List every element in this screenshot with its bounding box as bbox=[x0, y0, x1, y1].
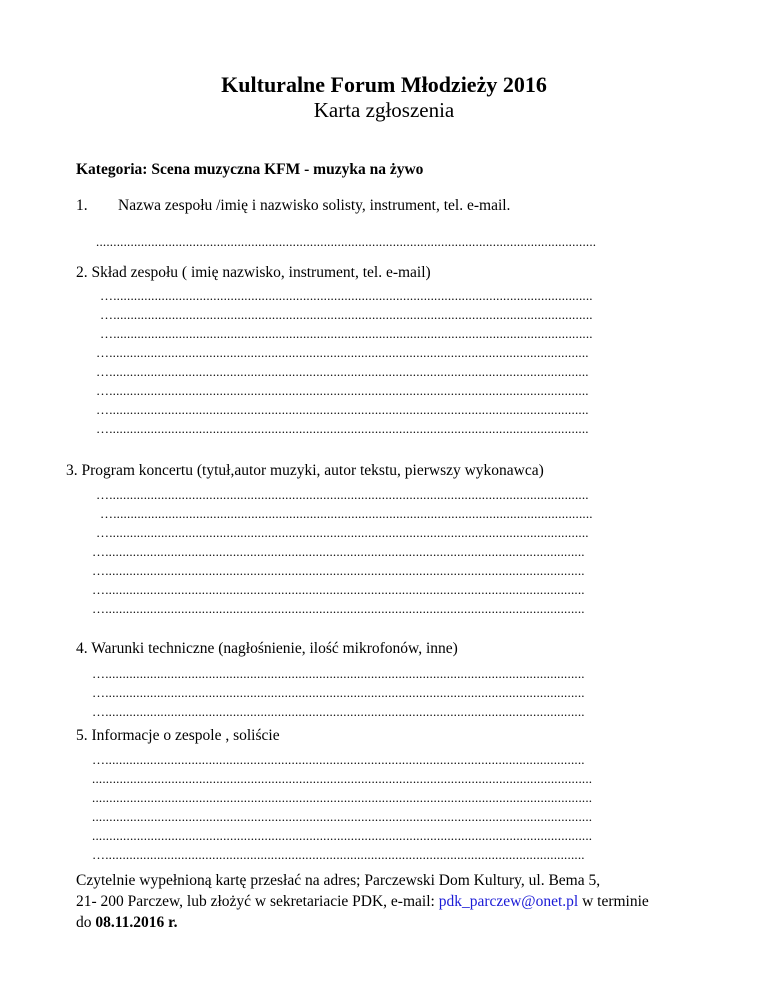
fill-line: …........................................................................................................................................... bbox=[96, 525, 589, 540]
section-2-label: 2. Skład zespołu ( imię nazwisko, instrument, tel. e-mail) bbox=[76, 264, 431, 281]
fill-line: …........................................................................................................................................... bbox=[100, 326, 593, 341]
fill-line: …........................................................................................................................................... bbox=[92, 847, 585, 862]
fill-line: ................................................................................................................................................. bbox=[92, 790, 593, 805]
fill-line: …........................................................................................................................................... bbox=[100, 506, 593, 521]
fill-line: …........................................................................................................................................... bbox=[96, 487, 589, 502]
section-4-label: 4. Warunki techniczne (nagłośnienie, ilość mikrofonów, inne) bbox=[76, 640, 458, 657]
section-3-label: 3. Program koncertu (tytuł,autor muzyki, autor tekstu, pierwszy wykonawca) bbox=[66, 462, 544, 479]
fill-line: …........................................................................................................................................... bbox=[96, 364, 589, 379]
footer-line-1: Czytelnie wypełnioną kartę przesłać na adres; Parczewski Dom Kultury, ul. Bema 5, bbox=[76, 872, 601, 889]
fill-line: …........................................................................................................................................... bbox=[92, 685, 585, 700]
fill-line: …........................................................................................................................................... bbox=[92, 704, 585, 719]
form-title: Kulturalne Forum Młodzieży 2016 bbox=[221, 72, 547, 97]
footer-line-2-start: 21- 200 Parczew, lub złożyć w sekretariacie PDK, e-mail: bbox=[76, 893, 439, 910]
fill-line: ................................................................................................................................................. bbox=[92, 771, 593, 786]
section-5-label: 5. Informacje o zespole , soliście bbox=[76, 727, 280, 744]
fill-line: …........................................................................................................................................... bbox=[92, 582, 585, 597]
fill-line: …........................................................................................................................................... bbox=[92, 563, 585, 578]
fill-line: ................................................................................................................................................. bbox=[92, 809, 593, 824]
fill-line: …........................................................................................................................................... bbox=[100, 307, 593, 322]
form-subtitle: Karta zgłoszenia bbox=[313, 98, 455, 122]
section-1-number: 1. bbox=[76, 197, 88, 214]
deadline-date: 08.11.2016 r. bbox=[95, 914, 178, 931]
fill-line: …........................................................................................................................................... bbox=[96, 402, 589, 417]
email-link[interactable]: pdk_parczew@onet.pl bbox=[438, 893, 579, 910]
section-1-label: Nazwa zespołu /imię i nazwisko solisty, instrument, tel. e-mail. bbox=[118, 197, 511, 214]
fill-line: …........................................................................................................................................... bbox=[100, 288, 593, 303]
fill-line: ................................................................................................................................................. bbox=[96, 234, 597, 249]
fill-line: …........................................................................................................................................... bbox=[96, 383, 589, 398]
footer-line-2-end: w terminie bbox=[578, 893, 649, 910]
category-label: Kategoria: Scena muzyczna KFM - muzyka na żywo bbox=[76, 161, 424, 178]
fill-line: …........................................................................................................................................... bbox=[96, 345, 589, 360]
fill-line: ................................................................................................................................................. bbox=[92, 828, 593, 843]
fill-line: …........................................................................................................................................... bbox=[92, 544, 585, 559]
fill-line: …........................................................................................................................................... bbox=[96, 421, 589, 436]
submission-instructions bbox=[76, 870, 706, 933]
footer-line-3-start: do bbox=[76, 914, 96, 931]
fill-line: …........................................................................................................................................... bbox=[92, 601, 585, 616]
fill-line: …........................................................................................................................................... bbox=[92, 752, 585, 767]
fill-line: …........................................................................................................................................... bbox=[92, 666, 585, 681]
